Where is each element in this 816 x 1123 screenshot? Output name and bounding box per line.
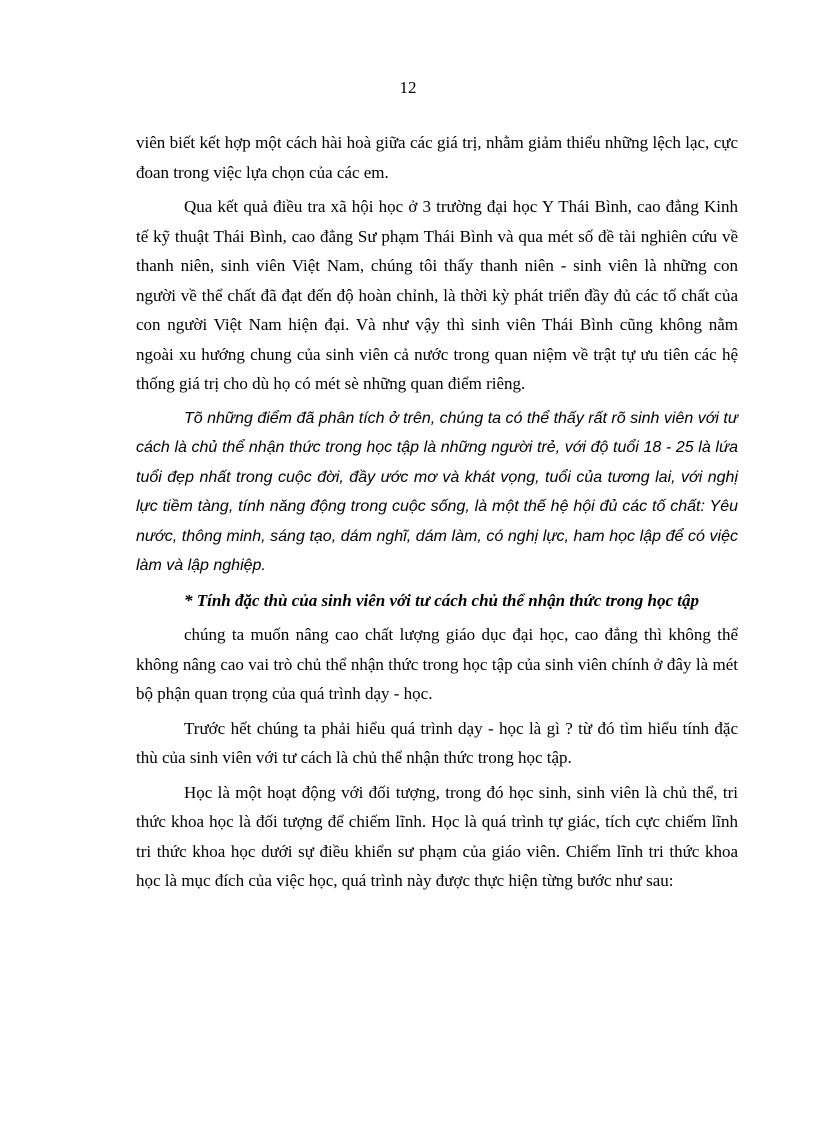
paragraph-education-quality: chúng ta muốn nâng cao chất lượng giáo dục đại học, cao đẳng thì không thể không nâng cao vai trò chủ thể nhận thức trong học tập của sinh viên chính ở đây là mét bộ phận quan trọng của quá trình dạy - học. <box>136 625 738 703</box>
paragraph-analysis-italic: Tõ những điểm đã phân tích ở trên, chúng ta có thể thấy rất rõ sinh viên với tư cách là chủ thể nhận thức trong học tập là những người trẻ, với độ tuổi 18 - 25 là lứa tuổi đẹp nhất trong cuộc đời, đầy ước mơ và khát vọng, tuổi của tương lai, với nghị lực tiềm tàng, tính năng động trong cuộc sống, là một thế hệ hội đủ các tố chất: Yêu nước, thông minh, sáng tạo, dám nghĩ, dám làm, có nghị lực, ham học lập để có việc làm và lập nghiệp. <box>136 409 738 574</box>
paragraph-teaching-process: Trước hết chúng ta phải hiểu quá trình dạy - học là gì ? từ đó tìm hiểu tính đặc thù của sinh viên với tư cách là chủ thể nhận thức trong học tập. <box>136 718 738 767</box>
document-body <box>136 128 738 901</box>
paragraph-survey-results: Qua kết quả điều tra xã hội học ở 3 trường đại học Y Thái Bình, cao đẳng Kinh tế kỹ thuật Thái Bình, cao đẳng Sư phạm Thái Bình và qua mét số đề tài nghiên cứu về thanh niên, sinh viên Việt Nam, chúng tôi thấy thanh niên - sinh viên là những con người về thể chất đã đạt đến độ hoàn chỉnh, là thời kỳ phát triển đầy đủ các tố chất của con người Việt Nam hiện đại. Và như vậy thì sinh viên Thái Bình cũng không nằm ngoài xu hướng chung của sinh viên cả nước trong quan niệm về trật tự ưu tiên các hệ thống giá trị cho dù họ có mét sè những quan điểm riêng. <box>136 197 738 393</box>
paragraph-continuation: viên biết kết hợp một cách hài hoà giữa các giá trị, nhằm giảm thiểu những lệch lạc, cực đoan trong việc lựa chọn của các em. <box>136 133 738 182</box>
page-number: 12 <box>399 78 417 97</box>
section-heading: * Tính đặc thù của sinh viên với tư cách chủ thể nhận thức trong học tập <box>184 590 700 610</box>
paragraph-learning-definition: Học là một hoạt động với đối tượng, trong đó học sinh, sinh viên là chủ thể, tri thức khoa học là đối tượng để chiếm lĩnh. Học là quá trình tự giác, tích cực chiếm lĩnh tri thức khoa học dưới sự điều khiển sư phạm của giáo viên. Chiếm lĩnh tri thức khoa học là mục đích của việc học, quá trình này được thực hiện từng bước như sau: <box>136 782 738 890</box>
